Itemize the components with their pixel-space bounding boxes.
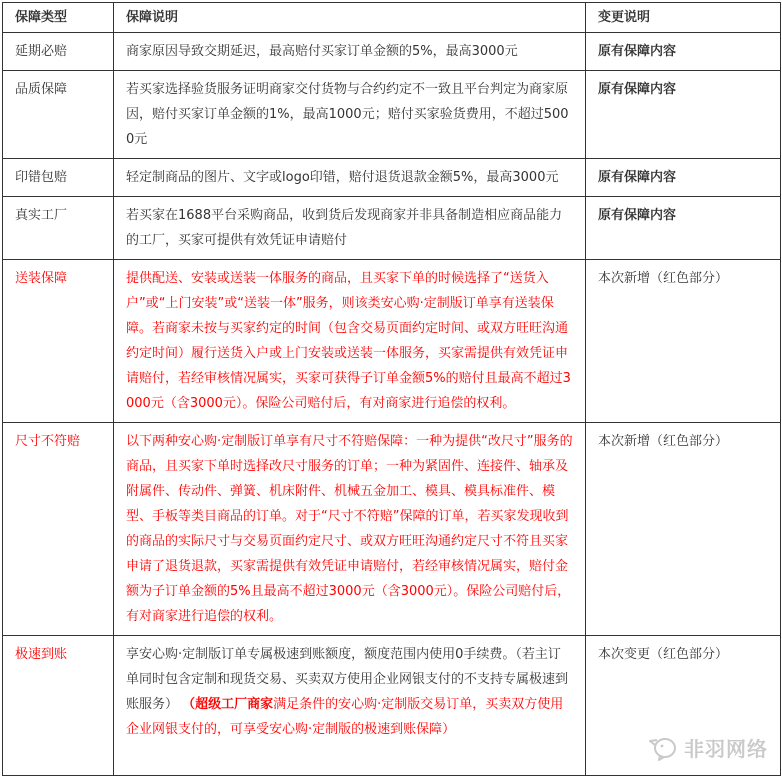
desc-segment: 以下两种安心购·定制版订单享有尺寸不符赔保障：一种为提供“改尺寸”服务的商品，且买家下单时选择改尺寸服务的订单；一种为紧固件、连接件、轴承及附属件、传动件、弹簧、机床附件、机械五金加工、模具、模具标准件、模型、手板等类目商品的订单。对于“尺寸不符赔”保障的订单，若买家发现收到的商品的实际尺寸与交易页面约定尺寸、或双方旺旺沟通约定尺寸不符且买家申请了退货退款，买家需提供有效凭证申请赔付，若经审核情况属实，赔付金额为子订单金额的5%且最高不超过3000元（含3000元）。保险公司赔付后，有对商家进行追偿的权利。 (126, 434, 573, 624)
guarantee-type-cell: 送装保障 (3, 260, 114, 423)
guarantee-type-cell: 品质保障 (3, 71, 114, 159)
desc-segment: 若买家选择验货服务证明商家交付货物与合约约定不一致且平台判定为商家原因，赔付买家订单金额的1%，最高1000元；赔付买家验货费用，不超过5000元 (126, 82, 569, 147)
desc-segment: 若买家在1688平台采购商品，收到货后发现商家并非具备制造相应商品能力的工厂，买家可提供有效凭证申请赔付 (126, 208, 563, 248)
guarantee-type-cell: 极速到账 (3, 636, 114, 776)
change-desc-cell: 原有保障内容 (586, 159, 781, 197)
desc-segment: 提供配送、安装或送装一体服务的商品，且买家下单的时候选择了“送货入户”或“上门安装”或“送装一体”服务，则该类安心购·定制版订单享有送装保障。若商家未按与买家约定的时间（包含交易页面约定时间、或双方旺旺沟通约定时间）履行送货入户或上门安装或送装一体服务，买家需提供有效凭证申请赔付，若经审核情况属实，买家可获得子订单金额5%的赔付且最高不超过3000元（含3000元）。保险公司赔付后，有对商家进行追偿的权利。 (126, 271, 571, 411)
column-header-guarantee-desc: 保障说明 (114, 3, 586, 33)
guarantee-desc-cell (114, 159, 586, 197)
column-header-change-desc: 变更说明 (586, 3, 781, 33)
watermark-text: 非羽网络 (684, 737, 768, 761)
change-desc-cell: 本次新增（红色部分） (586, 260, 781, 423)
guarantee-type-cell: 尺寸不符赔 (3, 423, 114, 636)
change-desc-cell: 原有保障内容 (586, 71, 781, 159)
change-desc-cell: 本次变更（红色部分） (586, 636, 781, 776)
desc-segment: 商家原因导致交期延迟，最高赔付买家订单金额的5%，最高3000元 (126, 44, 518, 59)
desc-segment: 享安心购·定制版订单专属极速到账额度，额度范围内使用0手续费。（若主订单同时包含定制和现货交易、买卖双方使用企业网银支付的不支持专属极速到账服务） (126, 647, 569, 712)
guarantee-type-cell: 真实工厂 (3, 197, 114, 260)
guarantee-desc-cell (114, 423, 586, 636)
guarantee-type-cell: 延期必赔 (3, 33, 114, 71)
guarantee-desc-cell (114, 260, 586, 423)
table-row (3, 159, 781, 197)
table-body (3, 33, 781, 776)
table-row (3, 33, 781, 71)
guarantee-type-cell: 印错包赔 (3, 159, 114, 197)
change-desc-cell: 原有保障内容 (586, 33, 781, 71)
guarantee-desc-cell (114, 71, 586, 159)
table-row (3, 197, 781, 260)
table-row (3, 423, 781, 636)
table-row (3, 260, 781, 423)
watermark (648, 733, 768, 762)
guarantee-desc-cell (114, 636, 586, 776)
desc-segment: （超级工厂商家 (182, 697, 274, 712)
change-desc-cell: 本次新增（红色部分） (586, 423, 781, 636)
column-header-guarantee-type: 保障类型 (3, 3, 114, 33)
desc-segment: 轻定制商品的图片、文字或logo印错，赔付退货退款金额5%，最高3000元 (126, 170, 559, 185)
desc-segment: 满足条件的安心购·定制版交易订单，买卖双方使用企业网银支付的，可享受安心购·定制版的极速到账保障） (126, 697, 564, 737)
guarantee-desc-cell (114, 33, 586, 71)
table-row (3, 71, 781, 159)
watermark-bird-icon (648, 735, 678, 761)
header-row (3, 3, 781, 33)
guarantee-table (2, 2, 781, 776)
guarantee-desc-cell (114, 197, 586, 260)
table-header (3, 3, 781, 33)
change-desc-cell: 原有保障内容 (586, 197, 781, 260)
